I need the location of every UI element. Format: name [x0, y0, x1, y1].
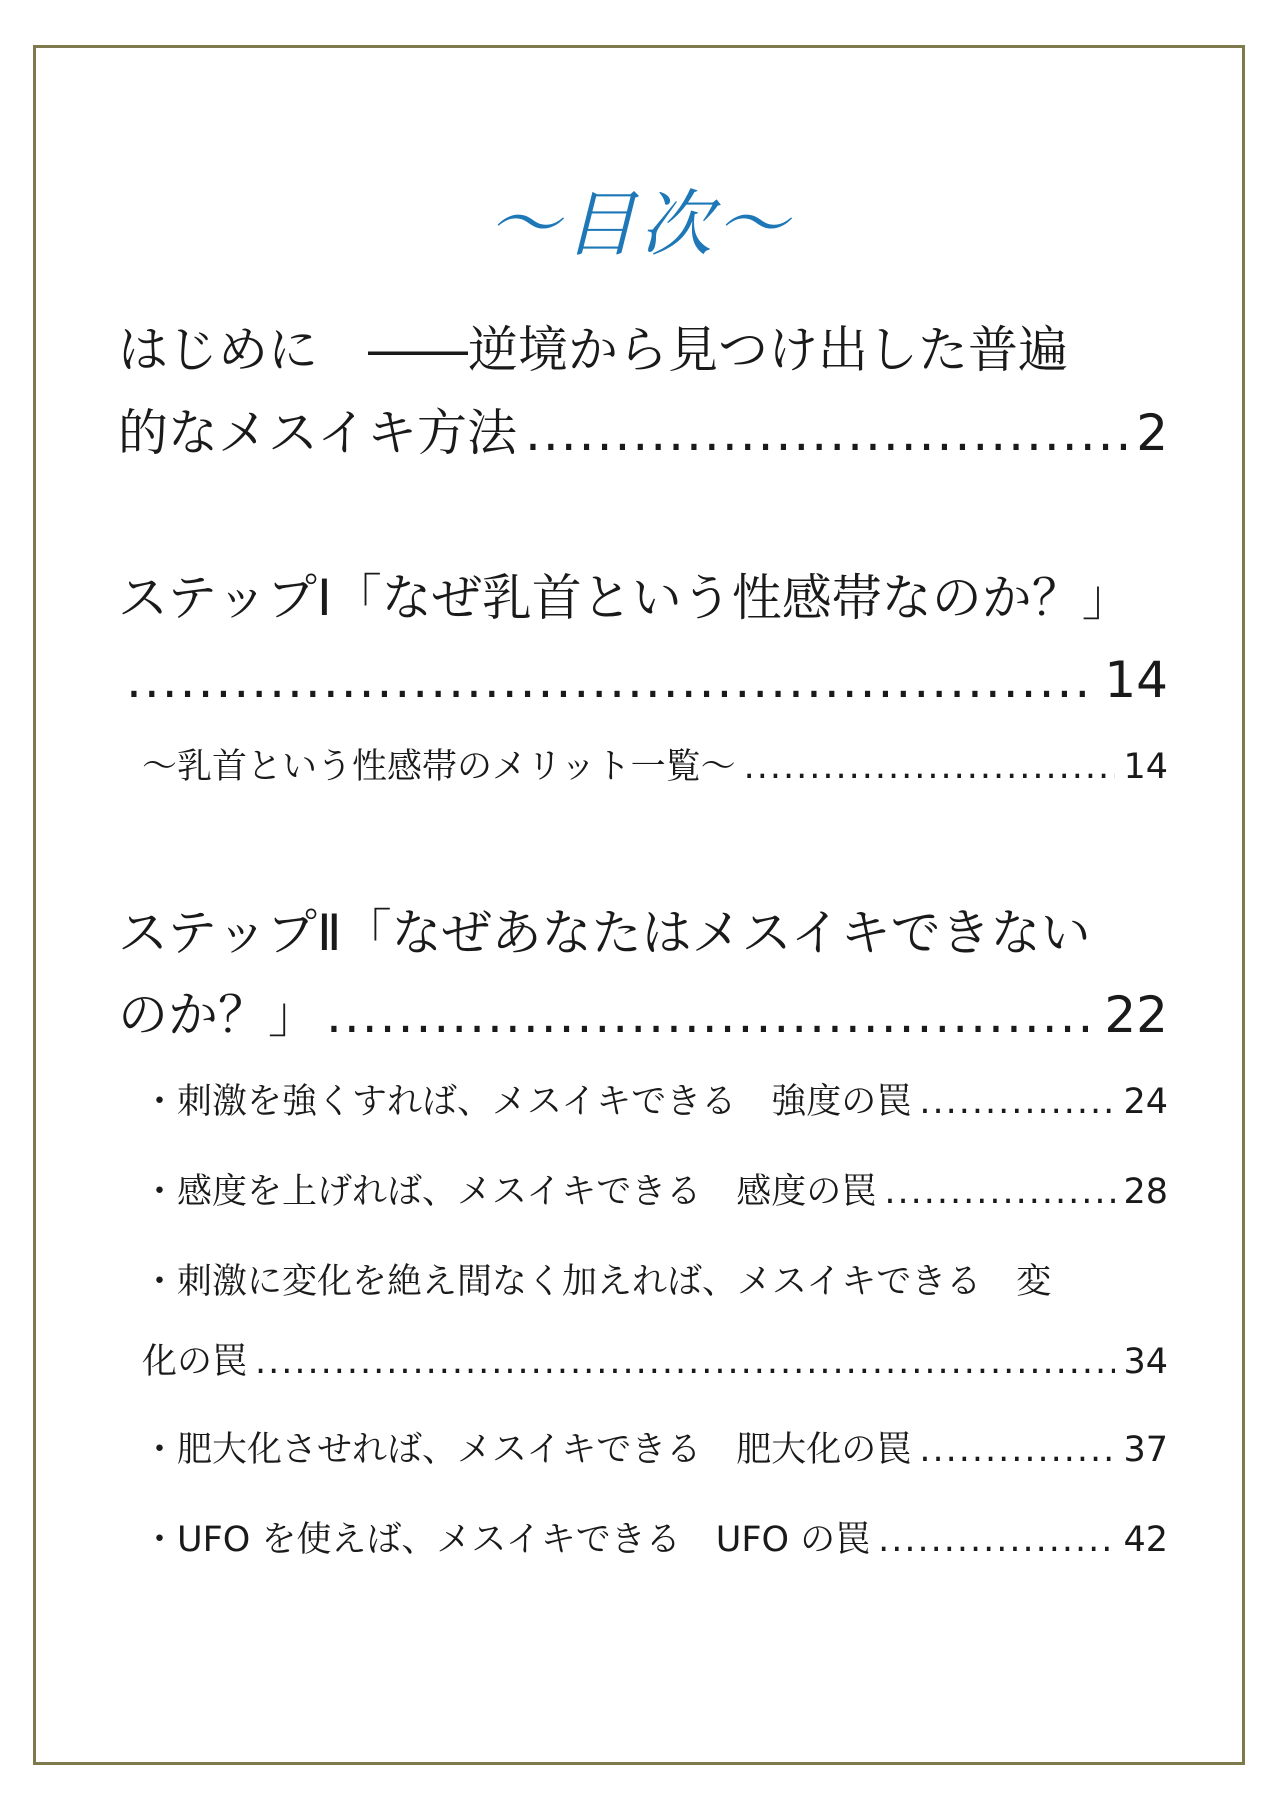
dot-leader — [919, 1433, 1115, 1468]
item-text: ・肥大化させれば、メスイキできる 肥大化の罠 — [142, 1430, 912, 1470]
page-number: 34 — [1123, 1342, 1168, 1382]
dot-leader — [126, 655, 1096, 705]
step2-item-3-line1[interactable]: ・刺激に変化を絶え間なく加えれば、メスイキできる 変 — [142, 1262, 1052, 1302]
step2-item-3[interactable] — [142, 1342, 1168, 1382]
dot-leader — [744, 750, 1116, 785]
page-number: 2 — [1136, 404, 1168, 462]
step2-item-4[interactable] — [142, 1430, 1168, 1470]
step1-sub-text: ～乳首という性感帯のメリット一覧～ — [142, 747, 736, 787]
step2-item-2[interactable] — [142, 1172, 1168, 1212]
dot-leader — [255, 1345, 1115, 1380]
page-number: 14 — [1123, 747, 1168, 787]
intro-heading-line2: 的なメスイキ方法 — [118, 404, 517, 462]
dot-leader — [326, 990, 1096, 1040]
step1-sub-entry[interactable] — [142, 747, 1168, 787]
step2-heading-line2: のか？」 — [118, 986, 318, 1044]
step2-heading-line1: ステップⅡ「なぜあなたはメスイキできない — [118, 904, 1091, 962]
step2-item-5[interactable] — [142, 1520, 1168, 1560]
step2-entry[interactable] — [118, 986, 1168, 1044]
item-text: 化の罠 — [142, 1342, 248, 1382]
item-text: ・刺激を強くすれば、メスイキできる 強度の罠 — [142, 1082, 912, 1122]
step1-entry[interactable] — [126, 651, 1168, 709]
dot-leader — [525, 408, 1128, 458]
toc-title: ～目次～ — [487, 182, 792, 266]
step1-heading: ステップⅠ「なぜ乳首という性感帯なのか？」 — [118, 569, 1132, 627]
page-number: 42 — [1123, 1520, 1168, 1560]
page-number: 28 — [1123, 1172, 1168, 1212]
page-number: 14 — [1104, 651, 1168, 709]
dot-leader — [878, 1523, 1115, 1558]
intro-heading-line1: はじめに ――逆境から見つけ出した普遍 — [118, 321, 1068, 379]
page-number: 24 — [1123, 1082, 1168, 1122]
item-text: ・UFO を使えば、メスイキできる UFO の罠 — [142, 1520, 871, 1560]
dot-leader — [884, 1175, 1115, 1210]
step2-item-1[interactable] — [142, 1082, 1168, 1122]
page-number: 22 — [1104, 986, 1168, 1044]
intro-entry[interactable] — [118, 404, 1168, 462]
item-text: ・感度を上げれば、メスイキできる 感度の罠 — [142, 1172, 877, 1212]
page-number: 37 — [1123, 1430, 1168, 1470]
dot-leader — [919, 1085, 1115, 1120]
